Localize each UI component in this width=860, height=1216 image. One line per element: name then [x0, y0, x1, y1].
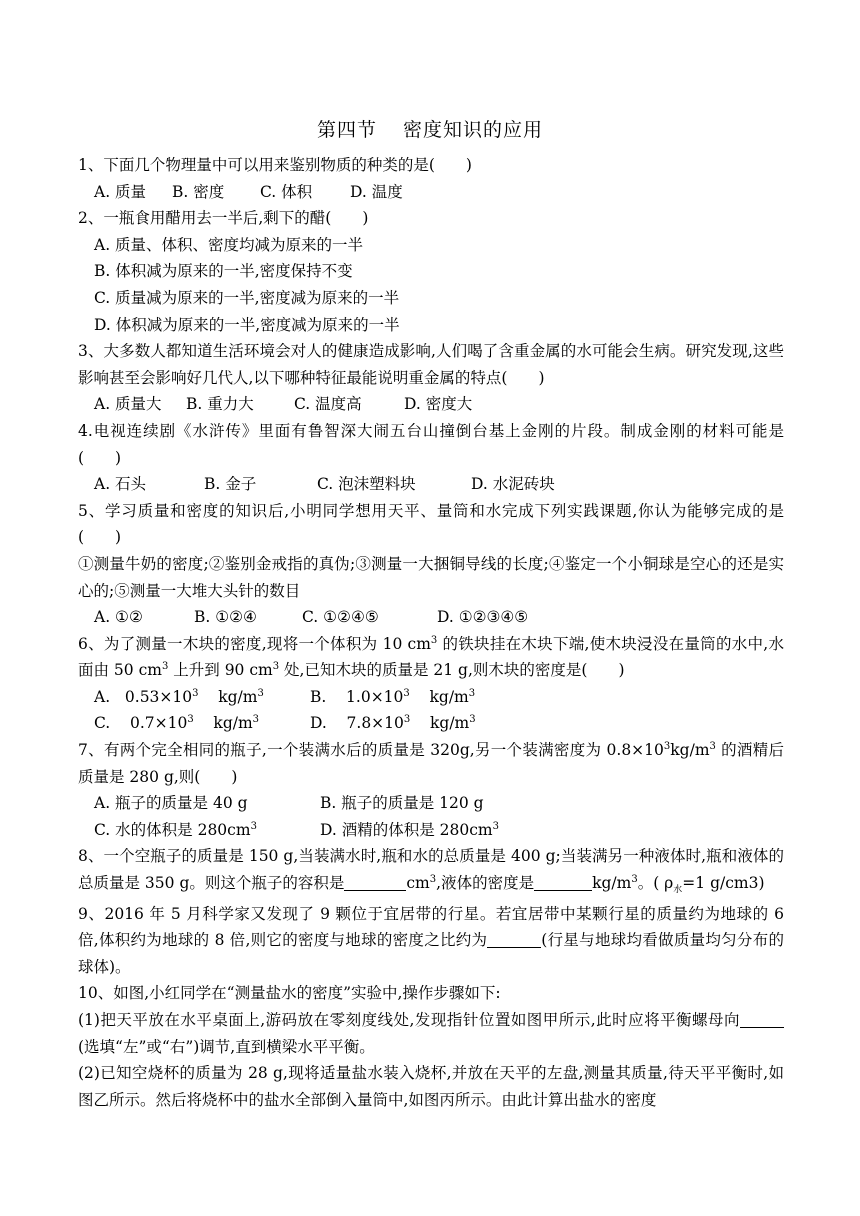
option-a: A. 质量、体积、密度均减为原来的一半	[94, 235, 364, 254]
option-c: C. 水的体积是 $280cm^3$	[94, 820, 257, 839]
answer-blank-direction[interactable]	[740, 1009, 784, 1028]
option-b: B. 体积减为原来的一半,密度保持不变	[94, 262, 353, 281]
q8-sub-water: 水	[673, 885, 683, 896]
question-10-step-2: (2)已知空烧杯的质量为 28 g,现将适量盐水装入烧杯,并放在天平的左盘,测量其质量,待天平平衡时,如图乙所示。然后将烧杯中的盐水全部倒入量筒中,如图丙所示。由此计算出盐水的密度	[78, 1064, 784, 1109]
q6-sup-3: 3	[272, 661, 280, 673]
q7-text-3: 的酒精后质量是 280 g,则( )	[78, 741, 784, 786]
q8-sup-1: 3	[429, 873, 437, 885]
q7-sup-2: 3	[709, 740, 716, 752]
question-5-items: ①测量牛奶的密度;②鉴别金戒指的真伪;③测量一大捆铜导线的长度;④鉴定一个小铜球是空心的还是实心的;⑤测量一大堆大头针的数目	[78, 554, 784, 600]
question-4-stem: 4.电视连续剧《水浒传》里面有鲁智深大闹五台山撞倒台基上金刚的片段。制成金刚的材料可能是( )	[78, 421, 784, 467]
option-d: D. 水泥砖块	[471, 475, 555, 494]
question-10-stem: 10、如图,小红同学在“测量盐水的密度”实验中,操作步骤如下:	[78, 984, 501, 1003]
q10-step1-text-1: (1)把天平放在水平桌面上,游码放在零刻度线处,发现指针位置如图甲所示,此时应将平衡螺母向	[78, 1011, 740, 1029]
q8-text-3: ,液体的密度是	[436, 874, 535, 893]
answer-blank-volume[interactable]	[344, 872, 406, 891]
question-6-options-row-2	[78, 710, 784, 737]
answer-blank-density[interactable]	[534, 872, 592, 891]
question-8-stem	[78, 843, 784, 896]
q6-text-4: 处,已知木块的质量是 21 g,则木块的密度是( )	[279, 661, 625, 680]
option-c: C. $0.7\times 10^3$ $kg/m^3$	[94, 714, 260, 733]
option-b: B. 密度	[172, 182, 225, 201]
question-10-step-1	[78, 1007, 784, 1060]
q8-unit-cm: cm	[406, 874, 430, 893]
question-7-options-row-2	[78, 817, 784, 844]
section-number: 第四节	[316, 119, 377, 141]
option-b: B. 金子	[204, 475, 257, 494]
option-a: A. 质量大	[94, 395, 162, 414]
q6-text-2: 的铁块挂在木块下端,使木块浸没在量筒的水中,水面由 50 cm	[78, 634, 784, 680]
q8-text-6: =1 g/cm3)	[682, 874, 765, 893]
option-d: D. 温度	[350, 182, 403, 201]
q6-sup-1: 3	[430, 634, 438, 646]
option-b: B. 重力大	[186, 395, 254, 414]
option-c: C. 体积	[260, 182, 313, 201]
question-7-stem	[78, 737, 784, 790]
option-c: C. 泡沫塑料块	[317, 475, 416, 494]
question-5-stem: 5、学习质量和密度的知识后,小明同学想用天平、量筒和水完成下列实践课题,你认为能够完成的是( )	[78, 501, 784, 547]
q8-sup-2: 3	[631, 873, 638, 885]
page-title	[0, 115, 860, 142]
option-c: C. 质量减为原来的一半,密度减为原来的一半	[94, 288, 400, 307]
option-b: B. $1.0\times 10^3$ $kg/m^3$	[310, 687, 476, 706]
q8-text-5: 。( ρ	[637, 874, 674, 893]
question-2-stem: 2、一瓶食用醋用去一半后,剩下的醋( )	[78, 209, 369, 228]
q10-step1-text-2: (选填“左”或“右”)调节,直到横梁水平平衡。	[78, 1037, 375, 1056]
section-name: 密度知识的应用	[403, 119, 544, 141]
option-d: D. 体积减为原来的一半,密度减为原来的一半	[94, 315, 400, 334]
question-3-stem: 3、大多数人都知道生活环境会对人的健康造成影响,人们喝了含重金属的水可能会生病。研究发现,这些影响甚至会影响好几代人,以下哪种特征最能说明重金属的特点( )	[78, 342, 784, 387]
option-d: D. 密度大	[404, 395, 473, 414]
answer-blank-ratio[interactable]	[487, 929, 541, 948]
q7-text-2: kg/m	[670, 741, 710, 760]
q6-text-1: 6、为了测量一木块的密度,现将一个体积为 10 cm	[78, 634, 431, 653]
option-c: C. ①②④⑤	[302, 608, 379, 627]
option-c: C. 温度高	[294, 395, 362, 414]
question-3-options	[78, 391, 784, 418]
question-5-options	[78, 604, 784, 631]
q7-sup-1: 3	[663, 740, 671, 752]
option-d: D. 酒精的体积是 $280cm^3$	[320, 820, 499, 839]
option-a: A. 石头	[94, 475, 147, 494]
question-6-options-row-1	[78, 684, 784, 711]
questions	[78, 152, 784, 1113]
q8-unit-kgm: kg/m	[592, 874, 632, 893]
option-a: A. 瓶子的质量是 40 g	[94, 794, 248, 813]
q9-text-2: (行星与地球均看做质量均匀分布的球体)。	[78, 931, 784, 976]
question-9-stem	[78, 901, 784, 981]
q7-text-1: 7、有两个完全相同的瓶子,一个装满水后的质量是 320g,另一个装满密度为 0.8×10	[78, 741, 664, 760]
question-7-options-row-1	[78, 790, 784, 817]
question-6-stem	[78, 631, 784, 684]
option-a: A. $0.53\times 10^3$ $kg/m^3$	[94, 687, 264, 706]
question-4-options	[78, 471, 784, 498]
option-b: B. 瓶子的质量是 120 g	[320, 794, 484, 813]
question-1-stem: 1、下面几个物理量中可以用来鉴别物质的种类的是( )	[78, 156, 472, 174]
option-a: A. ①②	[94, 608, 143, 627]
q8-text-1: 8、一个空瓶子的质量是 150 g,当装满水时,瓶和水的总质量是 400 g;当装满另一种液体时,瓶和液体的总质量是 350 g。则这个瓶子的容积是	[78, 847, 784, 893]
option-d: D. ①②③④⑤	[437, 608, 529, 627]
question-1-options	[78, 179, 784, 206]
option-a: A. 质量	[94, 182, 147, 201]
q6-sup-2: 3	[161, 661, 169, 673]
q9-text-1: 9、2016 年 5 月科学家又发现了 9 颗位于宜居带的行星。若宜居带中某颗行星的质量约为地球的 6 倍,体积约为地球的 8 倍,则它的密度与地球的密度之比约为	[78, 904, 784, 950]
option-d: D. $7.8\times 10^3$ $kg/m^3$	[310, 714, 476, 733]
q6-text-3: 上升到 90 cm	[168, 661, 273, 680]
option-b: B. ①②④	[194, 608, 257, 627]
